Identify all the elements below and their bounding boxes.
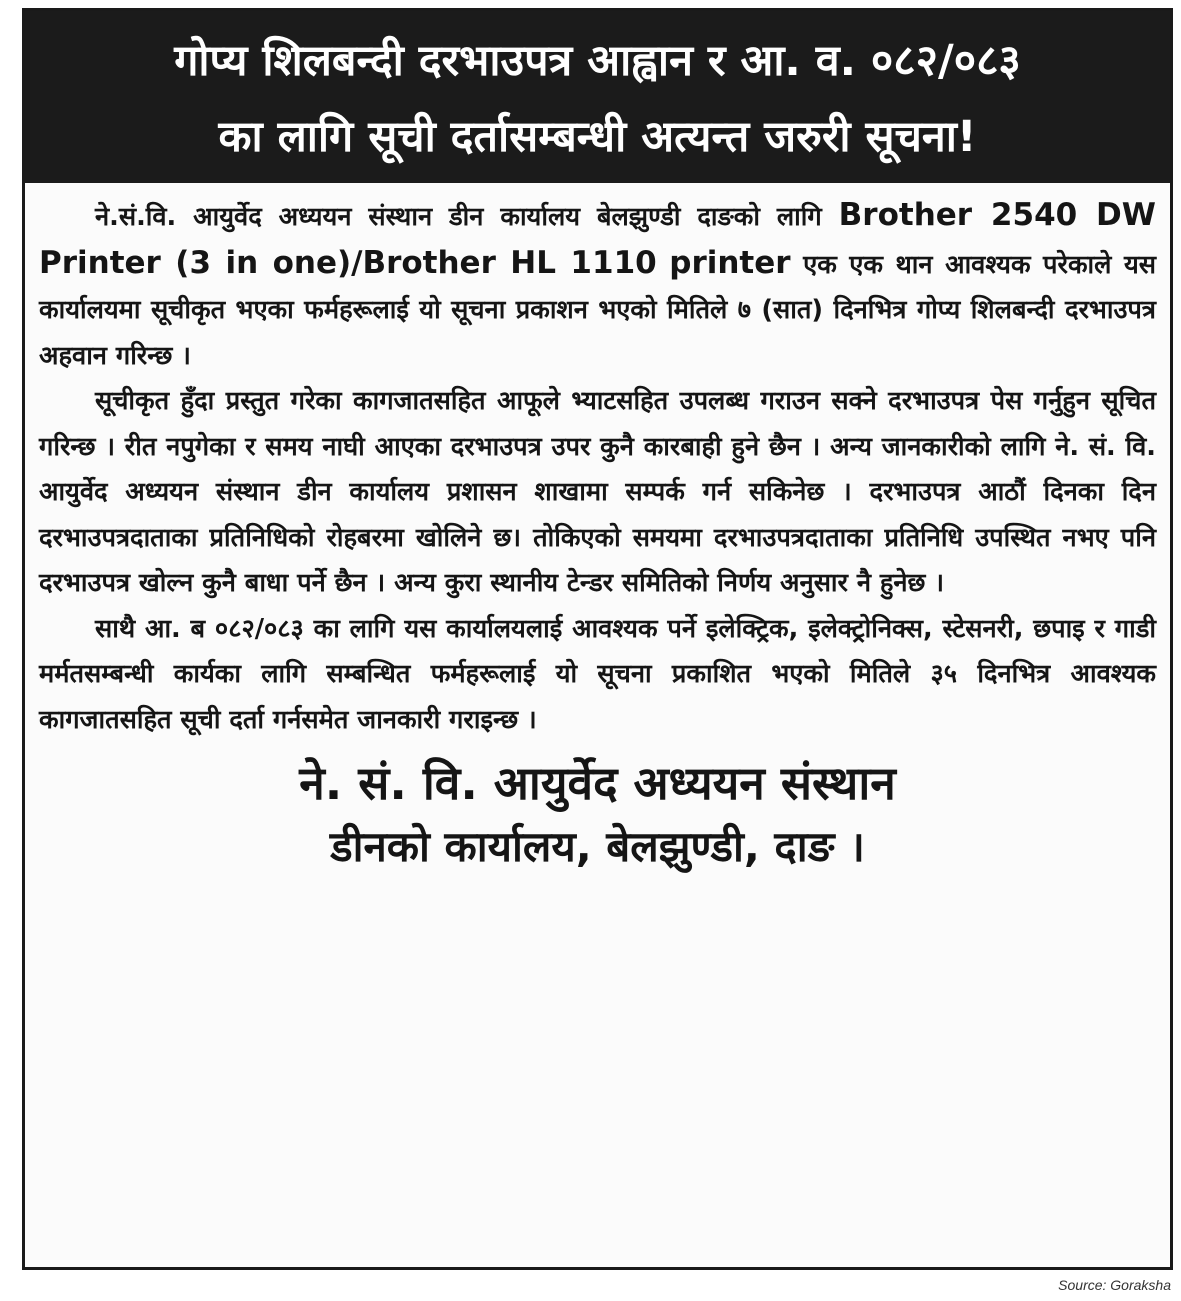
paragraph-1 — [39, 193, 1156, 379]
signature-address: डीनको कार्यालय, बेलझुण्डी, दाङ । — [330, 822, 865, 871]
signature-organization: ने. सं. वि. आयुर्वेद अध्ययन संस्थान — [299, 756, 896, 810]
source-credit: Source: Goraksha — [1058, 1277, 1171, 1293]
paragraph-1-rest: एक एक थान आवश्यक परेकाले यस कार्यालयमा सूचीकृत भएका फर्महरूलाई यो सूचना प्रकाशन भएको मितिले ७ (सात) दिनभित्र गोप्य शिलबन्दी दरभाउपत्र अहवान गरिन्छ । — [39, 249, 1156, 371]
notice-frame — [22, 8, 1173, 1270]
paragraph-3: साथै आ. ब ०८२/०८३ का लागि यस कार्यालयलाई आवश्यक पर्ने इलेक्ट्रिक, इलेक्ट्रोनिक्स, स्टेसनरी, छपाइ र गाडी मर्मतसम्बन्धी कार्यका लागि सम्बन्धित फर्महरूलाई यो सूचना प्रकाशित भएको मितिले ३५ दिनभित्र आवश्यक कागजातसहित सूची दर्ता गर्नसमेत जानकारी गराइन्छ । — [39, 613, 1156, 735]
paragraph-2: सूचीकृत हुँदा प्रस्तुत गरेका कागजातसहित आफूले भ्याटसहित उपलब्ध गराउन सक्ने दरभाउपत्र पेस गर्नुहुन सूचित गरिन्छ । रीत नपुगेका र समय नाघी आएका दरभाउपत्र उपर कुनै कारबाही हुने छैन । अन्य जानकारीको लागि ने. सं. वि. आयुर्वेद अध्ययन संस्थान डीन कार्यालय प्रशासन शाखामा सम्पर्क गर्न सकिनेछ । दरभाउपत्र आठौं दिनका दिन दरभाउपत्रदाताका प्रतिनिधिको रोहबरमा खोलिने छ। तोकिएको समयमा दरभाउपत्रदाताका प्रतिनिधि उपस्थित नभए पनि दरभाउपत्र खोल्न कुनै बाधा पर्ने छैन । अन्य कुरा स्थानीय टेन्डर समितिको निर्णय अनुसार नै हुनेछ । — [39, 386, 1156, 598]
printer-word: printer — [669, 244, 791, 281]
header-title-line-1: गोप्य शिलबन्दी दरभाउपत्र आह्वान र आ. व. ०८२/०८३ — [174, 36, 1021, 86]
notice-header — [25, 11, 1170, 183]
paragraph-1-intro: ने.सं.वि. आयुर्वेद अध्ययन संस्थान डीन कार्यालय बेलझुण्डी दाङको लागि — [95, 202, 822, 232]
printer-model-text: Brother 2540 DW Printer (3 in one)/Brother HL 1110 — [39, 197, 1156, 281]
signature-block — [39, 751, 1156, 879]
header-title-line-2: का लागि सूची दर्तासम्बन्धी अत्यन्त जरुरी सूचना! — [218, 112, 977, 162]
notice-body — [25, 183, 1170, 879]
